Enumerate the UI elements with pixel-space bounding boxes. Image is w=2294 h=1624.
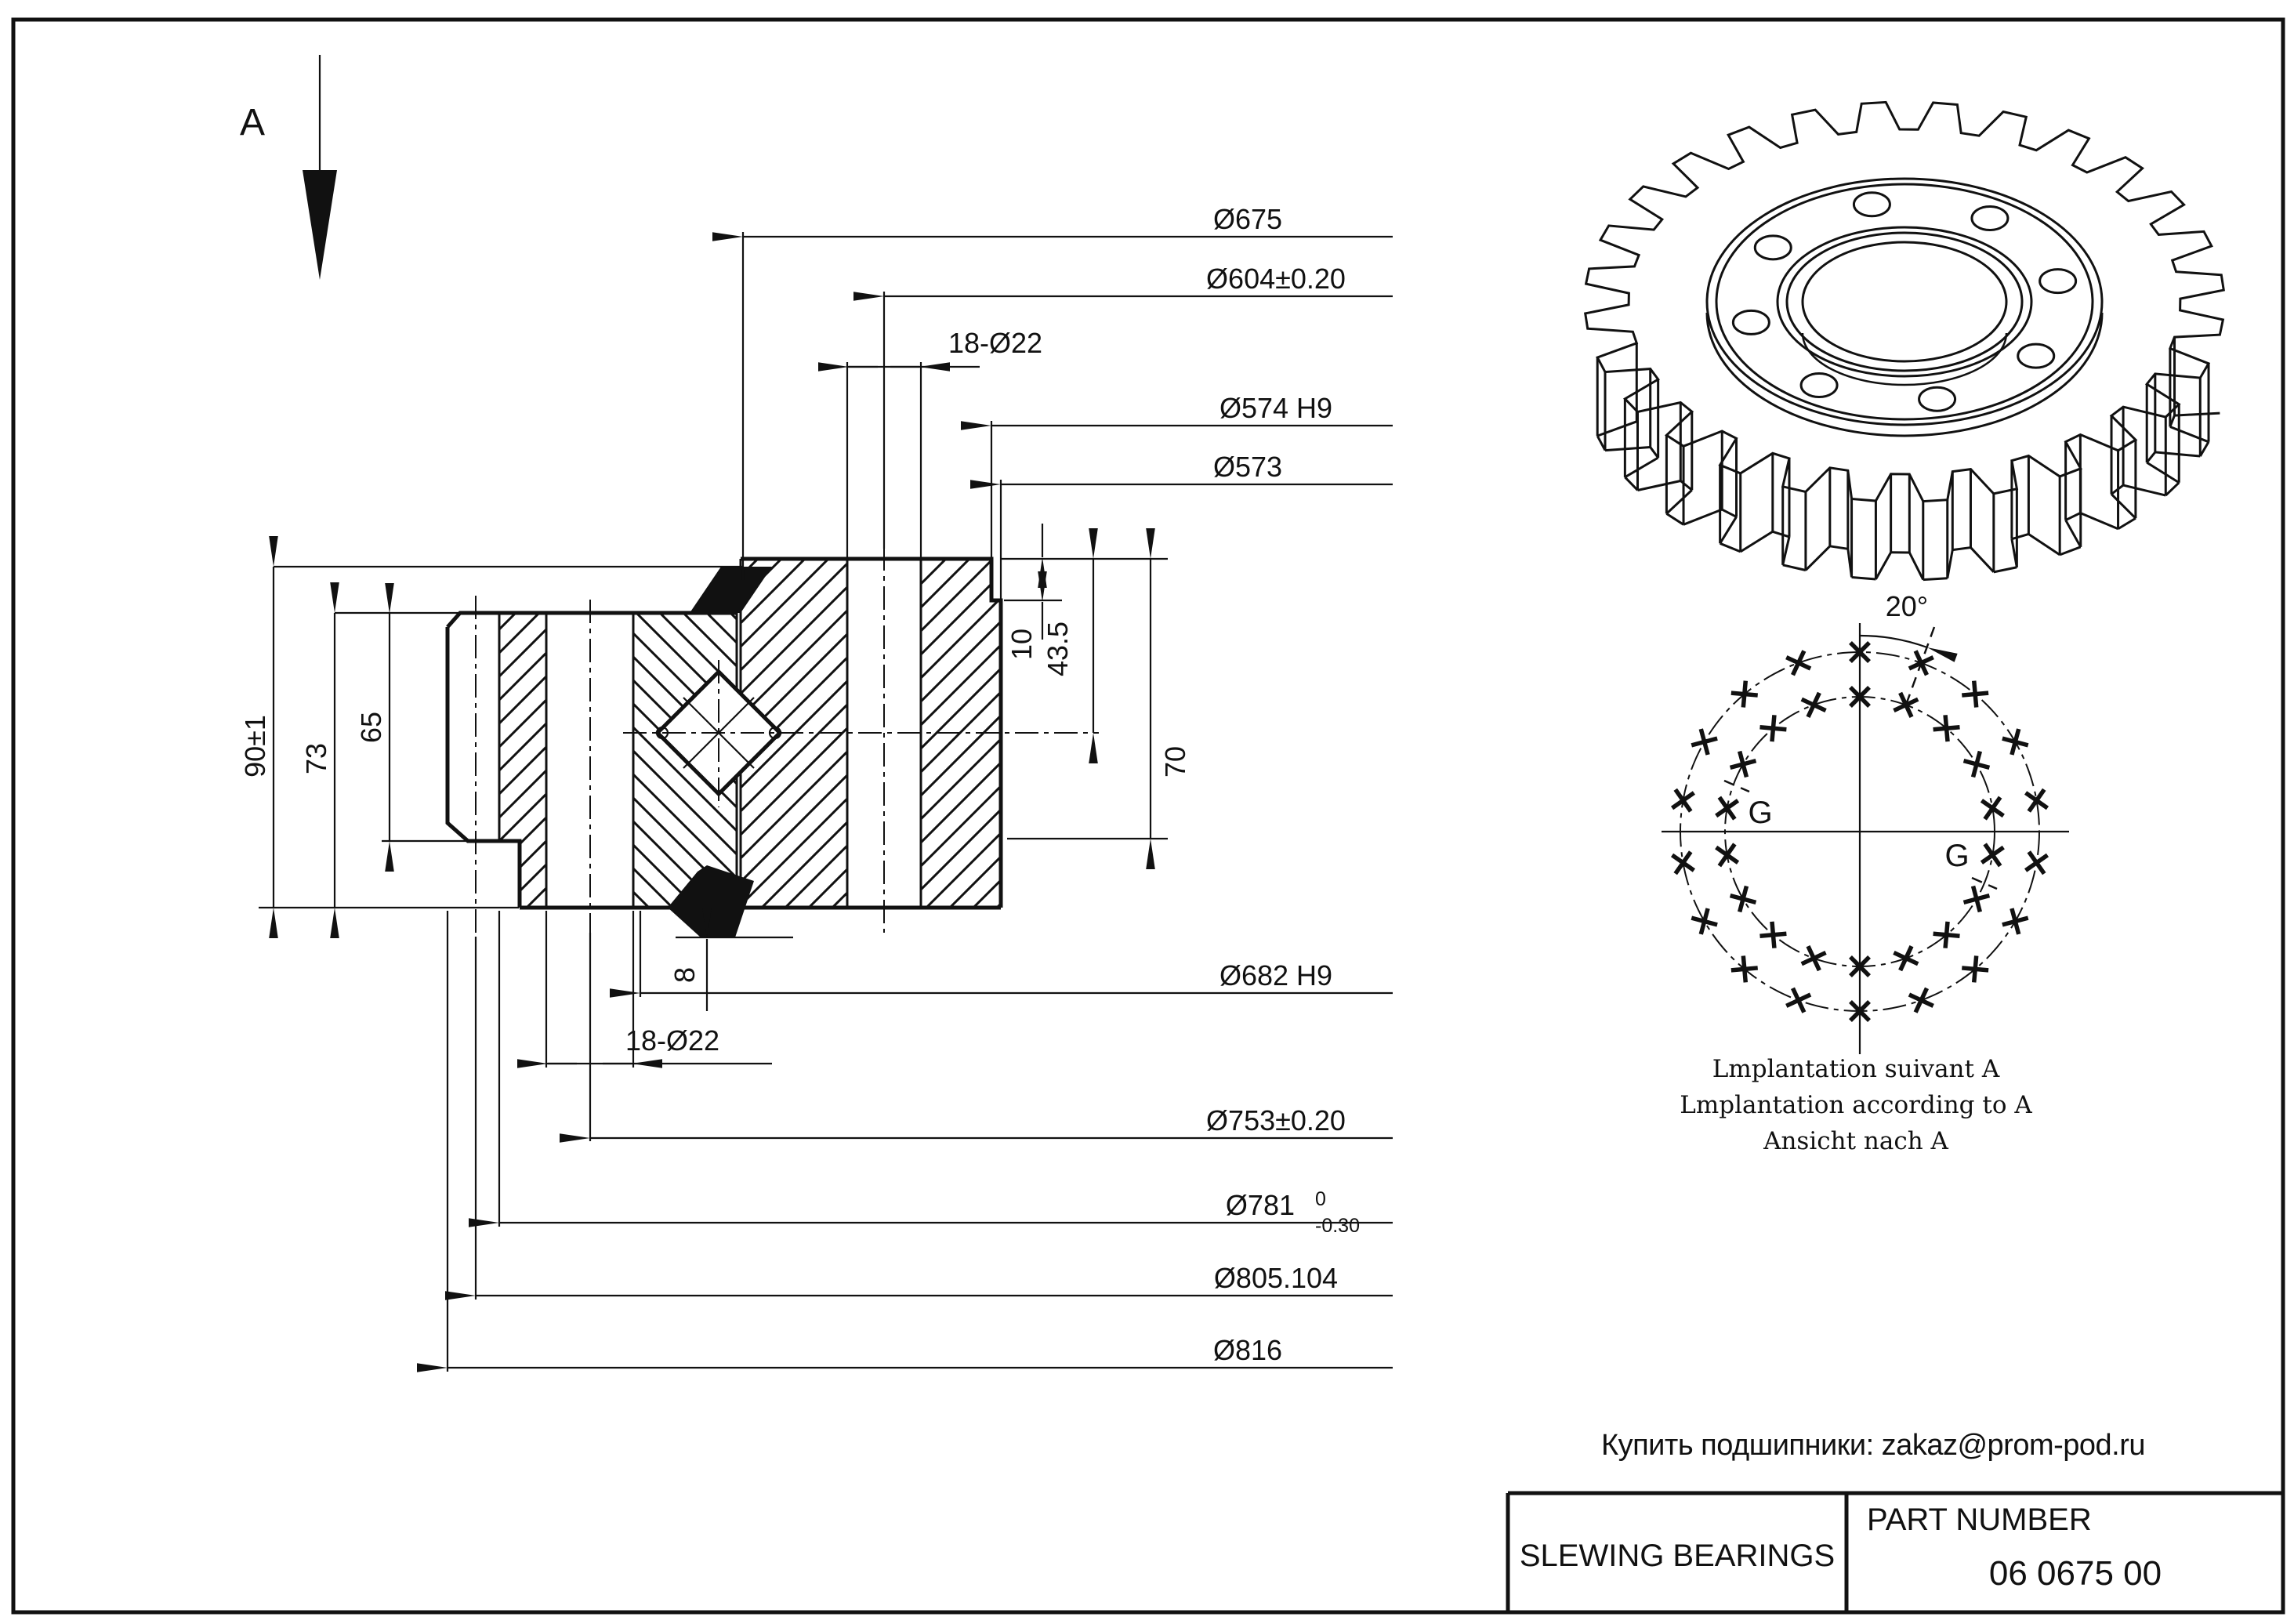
view-arrow-icon <box>303 170 337 280</box>
dim-t70: 70 <box>1159 745 1191 778</box>
dim-h73: 73 <box>300 742 332 775</box>
dim-d805: Ø805.104 <box>1213 1262 1339 1294</box>
dim-d781-tol-lower: -0.30 <box>1315 1215 1360 1237</box>
dim-holes-top: 18-Ø22 <box>948 327 1043 359</box>
dim-d816: Ø816 <box>1212 1334 1283 1366</box>
view-label: A <box>239 102 266 143</box>
view-notes <box>1680 1055 2032 1155</box>
note-line-en: Lmplantation according to A <box>1680 1091 2032 1119</box>
gear-isometric-view <box>1586 102 2224 579</box>
dim-holes-bottom: 18-Ø22 <box>625 1024 720 1057</box>
section-view <box>448 547 1099 937</box>
title-block-part-number-label: PART NUMBER <box>1867 1503 2092 1537</box>
dim-d682: Ø682 H9 <box>1219 959 1333 991</box>
note-line-fr: Lmplantation suivant A <box>1712 1055 2000 1083</box>
note-line-de: Ansicht nach A <box>1763 1127 1948 1155</box>
dim-d574: Ø574 H9 <box>1219 392 1333 424</box>
angle-label: 20° <box>1885 590 1929 622</box>
title-block-product: SLEWING BEARINGS <box>1519 1539 1836 1573</box>
dim-h65: 65 <box>355 711 387 744</box>
title-block-part-number: 06 0675 00 <box>1988 1554 2162 1593</box>
grease-point-label-right: G <box>1944 839 1970 873</box>
dim-d604: Ø604±0.20 <box>1206 263 1346 295</box>
dim-t43: 43.5 <box>1042 621 1074 677</box>
dim-d781-tol-upper: 0 <box>1315 1188 1326 1210</box>
dim-d675: Ø675 <box>1212 203 1283 235</box>
contact-text: Купить подшипники: zakaz@prom-pod.ru <box>1600 1429 2146 1462</box>
dim-t8: 8 <box>669 966 701 984</box>
title-block <box>1508 1493 2283 1612</box>
dim-h90: 90±1 <box>239 715 271 778</box>
bolt-pattern-diagram <box>1662 590 2069 1054</box>
view-direction-arrow <box>240 55 337 280</box>
grease-point-label-left: G <box>1748 796 1773 830</box>
dim-d573: Ø573 <box>1212 451 1283 483</box>
dim-d753: Ø753±0.20 <box>1206 1104 1346 1136</box>
dim-t10: 10 <box>1006 628 1038 661</box>
dim-d781: Ø781 <box>1225 1189 1295 1221</box>
